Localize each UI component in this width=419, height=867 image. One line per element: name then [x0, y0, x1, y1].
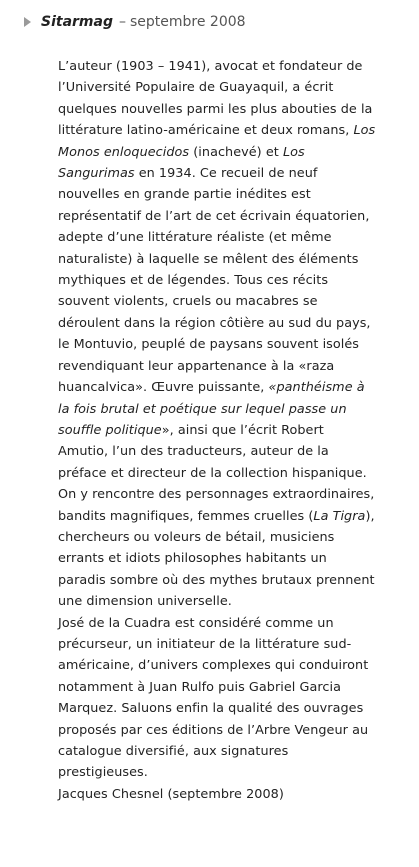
review-date: septembre 2008 [129, 14, 246, 30]
text-segment: ), chercheurs ou voleurs de bétail, musiciens errants et idiots philosophes habitants un paradis sombre où des mythes brutaux prennent une dimension universelle. [58, 508, 375, 610]
text-segment: L’auteur (1903 – 1941), avocat et fondateur de l’Université Populaire de Guayaquil, a écrit quelques nouvelles parmi les plus abouties de la littérature latino-américaine et deux romans, [58, 59, 373, 139]
triangle-right-icon [24, 17, 31, 27]
source-name: Sitarmag [41, 14, 113, 30]
separator: – [118, 14, 126, 30]
text-segment: (inachevé) et [189, 144, 283, 160]
text-segment: en 1934. Ce recueil de neuf nouvelles en grande partie inédites est représentatif de l’art de cet écrivain équatorien, adepte d’une littérature réaliste (et même naturaliste) à laquelle se mêlent des éléments mythiques et de légendes. Tous ces récits souvent violents, cruels ou macabres se déroulent dans la région côtière au sud du pays, le Montuvio, peuplé de paysans souvent isolés revendiquant leur appartenance à la «raza huancalvica». Œuvre puissante, [58, 166, 371, 396]
review-paragraph-1 [58, 56, 376, 613]
story-title: La Tigra [313, 508, 366, 524]
review-body [58, 56, 376, 805]
review-paragraph-2: José de la Cuadra est considéré comme un précurseur, un initiateur de la littérature sud-américaine, d’univers complexes qui conduiront notamment à Juan Rulfo puis Gabriel Garcia Marquez. Saluons enfin la qualité des ouvrages proposés par ces éditions de l’Arbre Vengeur au catalogue diversifié, aux signatures prestigieuses. [58, 615, 369, 781]
book-title: Los Monos enloquecidos [58, 123, 376, 160]
review-signature: Jacques Chesnel (septembre 2008) [58, 786, 284, 802]
quotation: «panthéisme à la fois brutal et poétique sur lequel passe un souffle politique [58, 380, 365, 438]
review-header [24, 12, 246, 32]
text-segment: », ainsi que l’écrit Robert Amutio, l’un des traducteurs, auteur de la préface et directeur de la collection hispanique. On y rencontre des personnages extraordinaires, bandits magnifiques, femmes cruelles ( [58, 422, 375, 524]
book-title: Los Sangurimas [58, 144, 305, 182]
